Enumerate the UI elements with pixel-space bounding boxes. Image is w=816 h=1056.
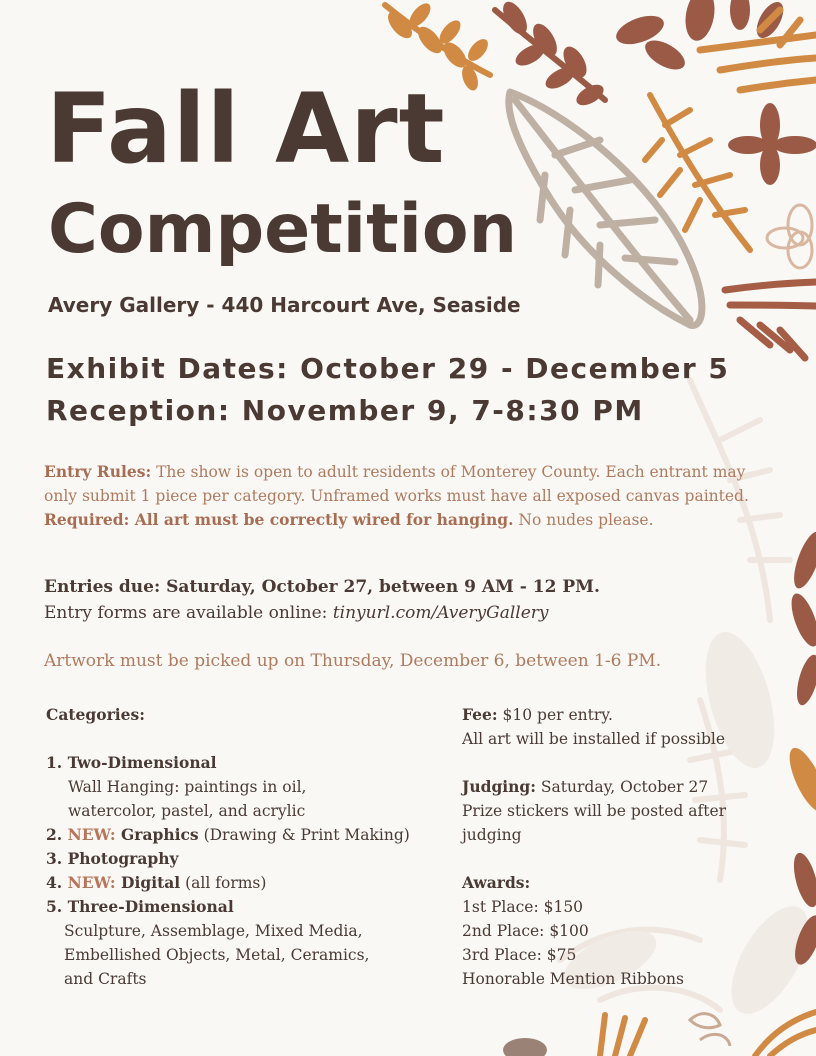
judging-note-2: judging [462,826,522,844]
fee-note: All art will be installed if possible [462,730,726,748]
orange-twig-icon [645,95,750,250]
reception-time: Reception: November 9, 7-8:30 PM [46,394,644,427]
category-1-desc-2: watercolor, pastel, and acrylic [68,802,306,820]
dates-block [46,348,729,432]
category-4-desc: (all forms) [180,874,267,892]
category-5-desc-3: and Crafts [64,970,147,988]
category-2-desc: (Drawing & Print Making) [198,826,410,844]
title-line-1: Fall Art [46,73,446,185]
categories-heading: Categories: [46,705,145,724]
award-second: 2nd Place: $100 [462,922,589,940]
entry-rules-required: Required: All art must be correctly wired for hanging. [44,510,514,529]
fee-value: $10 per entry. [497,706,613,724]
title-line-2: Competition [48,190,518,269]
category-4-title: Digital [121,873,181,892]
category-4-new-badge: NEW: [67,873,122,892]
category-4-num: 4. [46,873,68,892]
category-1-desc-1: Wall Hanging: paintings in oil, [68,778,307,796]
large-taupe-leaf-icon [509,92,702,325]
venue-address: Avery Gallery - 440 Harcourt Ave, Seaside [48,293,521,317]
orange-fern-icon [700,10,816,90]
category-3-title: 3. Photography [46,849,179,868]
brown-flower-icon [728,103,816,185]
entries-due: Entries due: Saturday, October 27, between 9 AM - 12 PM. [44,577,600,597]
category-5-desc-1: Sculpture, Assemblage, Mixed Media, [64,922,363,940]
entry-forms-link[interactable]: tinyurl.com/AveryGallery [332,603,549,623]
outline-flower-icon [767,205,812,268]
exhibit-dates: Exhibit Dates: October 29 - December 5 [46,352,730,385]
category-1-title: 1. Two-Dimensional [46,753,217,772]
category-4 [46,871,466,895]
judging-label: Judging: [462,777,536,796]
fee-line [462,703,792,727]
category-2-title: Graphics [121,825,199,844]
category-2-num: 2. [46,825,68,844]
rust-fern-icon [725,282,816,358]
entry-forms-text: Entry forms are available online: [44,603,333,623]
award-honorable: Honorable Mention Ribbons [462,970,684,988]
entry-rules-text-end: No nudes please. [513,511,654,529]
category-2 [46,823,466,847]
category-5-title: 5. Three-Dimensional [46,897,234,916]
judging-note-1: Prize stickers will be posted after [462,802,727,820]
entry-rules-label: Entry Rules: [44,462,152,481]
award-first: 1st Place: $150 [462,898,584,916]
fee-label: Fee: [462,705,498,724]
pickup-notice: Artwork must be picked up on Thursday, December 6, between 1-6 PM. [44,651,662,671]
entry-rules-text: The show is open to adult residents of Monterey County. Each entrant may only submit 1 piece per category. Unframed works must have all exposed canvas painted. [44,463,749,505]
categories-column [46,703,466,991]
entries-info [44,574,784,626]
awards-label: Awards: [462,873,531,892]
judging-line [462,775,792,799]
category-2-new-badge: NEW: [67,825,122,844]
entry-rules [44,460,774,532]
award-third: 3rd Place: $75 [462,946,577,964]
category-5-desc-2: Embellished Objects, Metal, Ceramics, [64,946,370,964]
details-column [462,703,792,991]
judging-value: Saturday, October 27 [536,778,709,796]
